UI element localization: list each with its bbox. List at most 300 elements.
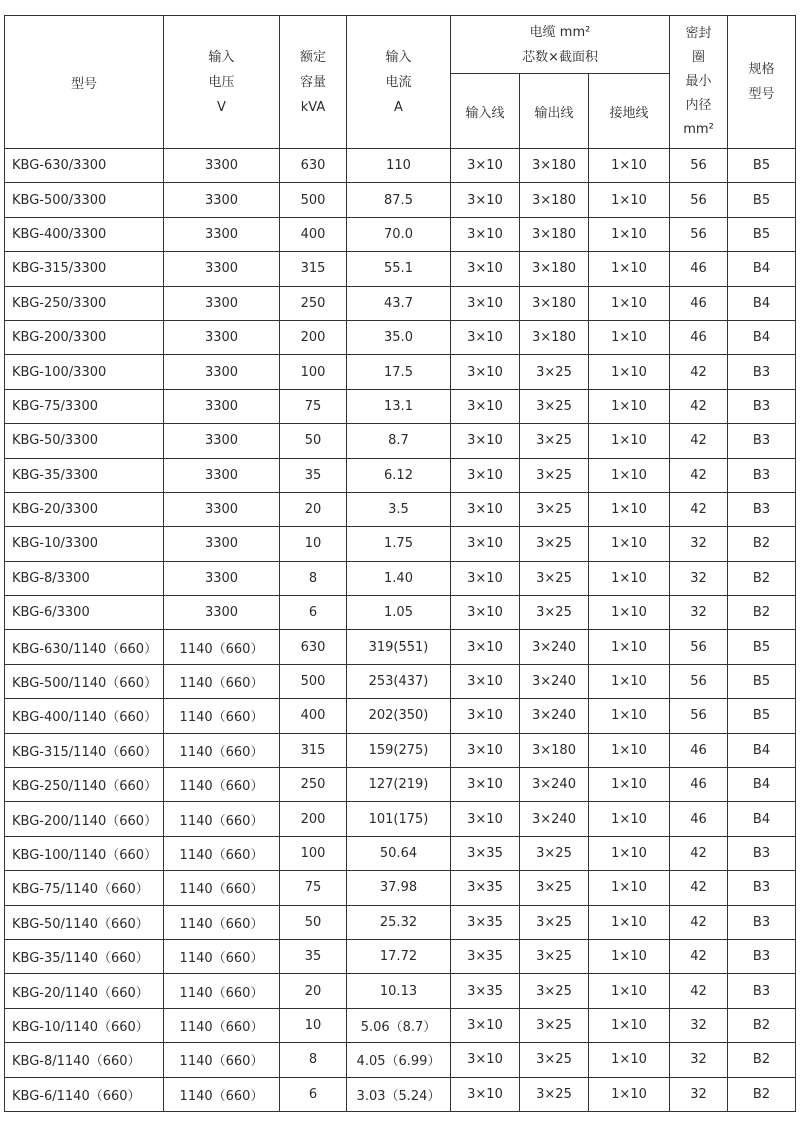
header-seal: [670, 16, 728, 149]
cell-current: 25.32: [347, 905, 451, 939]
cell-ground: 1×10: [589, 768, 670, 802]
cell-model: KBG-500/1140（660）: [5, 664, 164, 698]
cell-spec: B2: [728, 596, 796, 630]
cell-seal: 42: [670, 836, 728, 870]
cell-spec: B3: [728, 871, 796, 905]
cell-ground: 1×10: [589, 1077, 670, 1111]
cell-voltage: 1140（660）: [164, 733, 280, 767]
cell-cable-in: 3×10: [451, 733, 520, 767]
cell-current: 202(350): [347, 699, 451, 733]
cell-cable-out: 3×240: [520, 699, 589, 733]
cell-cable-out: 3×25: [520, 1008, 589, 1042]
cell-model: KBG-630/3300: [5, 149, 164, 183]
cell-current: 50.64: [347, 836, 451, 870]
cell-ground: 1×10: [589, 836, 670, 870]
table-row: [5, 217, 796, 251]
cell-ground: 1×10: [589, 871, 670, 905]
table-row: [5, 836, 796, 870]
table-row: [5, 630, 796, 664]
cell-capacity: 400: [280, 217, 347, 251]
cell-current: 3.5: [347, 492, 451, 526]
cell-model: KBG-35/3300: [5, 458, 164, 492]
cell-cable-in: 3×10: [451, 664, 520, 698]
cell-cable-out: 3×240: [520, 630, 589, 664]
header-current-unit: A: [394, 99, 403, 115]
cell-voltage: 1140（660）: [164, 939, 280, 973]
cell-current: 127(219): [347, 768, 451, 802]
table-row: [5, 733, 796, 767]
cell-current: 55.1: [347, 252, 451, 286]
header-voltage: [164, 16, 280, 149]
table-row: [5, 905, 796, 939]
cell-seal: 56: [670, 183, 728, 217]
cell-current: 253(437): [347, 664, 451, 698]
table-row: [5, 355, 796, 389]
cell-cable-in: 3×35: [451, 905, 520, 939]
cell-cable-out: 3×180: [520, 286, 589, 320]
cell-model: KBG-35/1140（660）: [5, 939, 164, 973]
cell-current: 35.0: [347, 320, 451, 354]
cell-capacity: 8: [280, 1043, 347, 1077]
cell-capacity: 35: [280, 458, 347, 492]
cell-current: 4.05（6.99）: [347, 1043, 451, 1077]
cell-current: 110: [347, 149, 451, 183]
cell-cable-out: 3×25: [520, 492, 589, 526]
cell-cable-in: 3×10: [451, 492, 520, 526]
cell-model: KBG-20/1140（660）: [5, 974, 164, 1008]
cell-voltage: 3300: [164, 149, 280, 183]
cell-current: 37.98: [347, 871, 451, 905]
cell-ground: 1×10: [589, 320, 670, 354]
cell-seal: 32: [670, 561, 728, 595]
table-row: [5, 286, 796, 320]
table-row: [5, 974, 796, 1008]
cell-spec: B2: [728, 1043, 796, 1077]
cell-current: 3.03（5.24）: [347, 1077, 451, 1111]
cell-cable-out: 3×180: [520, 217, 589, 251]
table-row: [5, 492, 796, 526]
cell-current: 6.12: [347, 458, 451, 492]
table-row: [5, 1008, 796, 1042]
cell-current: 10.13: [347, 974, 451, 1008]
cell-seal: 42: [670, 492, 728, 526]
cell-cable-out: 3×25: [520, 527, 589, 561]
cell-capacity: 8: [280, 561, 347, 595]
header-spec: [728, 16, 796, 149]
cell-seal: 56: [670, 699, 728, 733]
cell-capacity: 50: [280, 424, 347, 458]
cell-cable-out: 3×25: [520, 1043, 589, 1077]
table-row: [5, 252, 796, 286]
cell-cable-in: 3×10: [451, 149, 520, 183]
cell-cable-out: 3×25: [520, 974, 589, 1008]
cell-capacity: 315: [280, 252, 347, 286]
table-row: [5, 149, 796, 183]
table-row: [5, 699, 796, 733]
cell-cable-out: 3×25: [520, 871, 589, 905]
cell-model: KBG-250/1140（660）: [5, 768, 164, 802]
cell-model: KBG-400/3300: [5, 217, 164, 251]
cell-cable-in: 3×10: [451, 183, 520, 217]
header-current-line: 输入: [385, 49, 412, 65]
cell-seal: 42: [670, 871, 728, 905]
cell-cable-in: 3×10: [451, 252, 520, 286]
header-cable-line: 芯数×截面积: [522, 49, 598, 65]
table-header: [5, 16, 796, 149]
cell-voltage: 3300: [164, 320, 280, 354]
cell-model: KBG-6/3300: [5, 596, 164, 630]
cell-spec: B5: [728, 699, 796, 733]
cell-cable-in: 3×10: [451, 424, 520, 458]
cell-ground: 1×10: [589, 630, 670, 664]
header-seal-line: 密封: [685, 26, 712, 41]
table-row: [5, 527, 796, 561]
cell-ground: 1×10: [589, 561, 670, 595]
header-cable-ground: 接地线: [589, 74, 670, 149]
cell-spec: B3: [728, 905, 796, 939]
cell-voltage: 1140（660）: [164, 974, 280, 1008]
cell-model: KBG-200/1140（660）: [5, 802, 164, 836]
cell-seal: 42: [670, 424, 728, 458]
cell-voltage: 3300: [164, 183, 280, 217]
cell-spec: B3: [728, 389, 796, 423]
cell-model: KBG-75/1140（660）: [5, 871, 164, 905]
table-row: [5, 183, 796, 217]
cell-model: KBG-315/1140（660）: [5, 733, 164, 767]
cell-spec: B5: [728, 217, 796, 251]
cell-cable-in: 3×35: [451, 836, 520, 870]
cell-spec: B2: [728, 527, 796, 561]
cell-cable-out: 3×240: [520, 664, 589, 698]
cell-seal: 56: [670, 217, 728, 251]
cell-cable-out: 3×25: [520, 458, 589, 492]
cell-spec: B3: [728, 424, 796, 458]
spec-table: [4, 15, 796, 1112]
cell-model: KBG-50/3300: [5, 424, 164, 458]
cell-capacity: 20: [280, 492, 347, 526]
cell-cable-out: 3×25: [520, 1077, 589, 1111]
cell-voltage: 3300: [164, 492, 280, 526]
cell-seal: 42: [670, 939, 728, 973]
header-seal-line: 最小: [685, 74, 712, 89]
header-capacity-line: 额定: [299, 49, 326, 65]
cell-ground: 1×10: [589, 1043, 670, 1077]
cell-ground: 1×10: [589, 355, 670, 389]
table-row: [5, 664, 796, 698]
cell-spec: B2: [728, 1008, 796, 1042]
cell-capacity: 315: [280, 733, 347, 767]
cell-voltage: 3300: [164, 561, 280, 595]
cell-model: KBG-400/1140（660）: [5, 699, 164, 733]
cell-cable-out: 3×240: [520, 802, 589, 836]
cell-model: KBG-75/3300: [5, 389, 164, 423]
cell-cable-out: 3×25: [520, 561, 589, 595]
cell-voltage: 3300: [164, 252, 280, 286]
header-cable-line: 电缆 mm²: [529, 24, 591, 40]
cell-model: KBG-200/3300: [5, 320, 164, 354]
header-voltage-line: 输入: [208, 49, 235, 65]
cell-seal: 32: [670, 596, 728, 630]
cell-seal: 32: [670, 1077, 728, 1111]
cell-model: KBG-8/3300: [5, 561, 164, 595]
table-row: [5, 389, 796, 423]
cell-spec: B4: [728, 286, 796, 320]
cell-current: 87.5: [347, 183, 451, 217]
cell-spec: B4: [728, 733, 796, 767]
cell-cable-in: 3×10: [451, 699, 520, 733]
cell-voltage: 3300: [164, 424, 280, 458]
cell-capacity: 200: [280, 802, 347, 836]
cell-voltage: 1140（660）: [164, 1043, 280, 1077]
cell-spec: B3: [728, 492, 796, 526]
table-row: [5, 561, 796, 595]
cell-model: KBG-10/1140（660）: [5, 1008, 164, 1042]
cell-capacity: 10: [280, 1008, 347, 1042]
cell-capacity: 20: [280, 974, 347, 1008]
cell-cable-in: 3×10: [451, 217, 520, 251]
cell-spec: B5: [728, 630, 796, 664]
cell-current: 5.06（8.7）: [347, 1008, 451, 1042]
cell-cable-in: 3×10: [451, 561, 520, 595]
cell-model: KBG-6/1140（660）: [5, 1077, 164, 1111]
cell-seal: 42: [670, 974, 728, 1008]
cell-seal: 32: [670, 527, 728, 561]
cell-spec: B5: [728, 183, 796, 217]
cell-cable-in: 3×10: [451, 630, 520, 664]
header-seal-line: 圈: [692, 50, 706, 65]
cell-spec: B3: [728, 836, 796, 870]
cell-voltage: 3300: [164, 286, 280, 320]
cell-model: KBG-10/3300: [5, 527, 164, 561]
header-current-line: 电流: [385, 74, 412, 90]
cell-cable-out: 3×25: [520, 424, 589, 458]
table-row: [5, 871, 796, 905]
cell-current: 1.75: [347, 527, 451, 561]
cell-cable-in: 3×10: [451, 1008, 520, 1042]
cell-current: 101(175): [347, 802, 451, 836]
cell-cable-out: 3×25: [520, 355, 589, 389]
cell-ground: 1×10: [589, 802, 670, 836]
cell-cable-in: 3×10: [451, 1077, 520, 1111]
cell-seal: 56: [670, 630, 728, 664]
cell-spec: B3: [728, 458, 796, 492]
cell-current: 70.0: [347, 217, 451, 251]
cell-ground: 1×10: [589, 286, 670, 320]
cell-voltage: 1140（660）: [164, 1077, 280, 1111]
cell-cable-out: 3×25: [520, 939, 589, 973]
cell-cable-out: 3×180: [520, 733, 589, 767]
cell-cable-out: 3×180: [520, 320, 589, 354]
cell-seal: 42: [670, 389, 728, 423]
cell-ground: 1×10: [589, 664, 670, 698]
cell-seal: 46: [670, 320, 728, 354]
cell-cable-in: 3×10: [451, 768, 520, 802]
cell-capacity: 250: [280, 286, 347, 320]
cell-cable-in: 3×10: [451, 389, 520, 423]
cell-cable-out: 3×240: [520, 768, 589, 802]
cell-spec: B4: [728, 768, 796, 802]
cell-voltage: 3300: [164, 389, 280, 423]
cell-cable-out: 3×180: [520, 252, 589, 286]
cell-ground: 1×10: [589, 527, 670, 561]
cell-voltage: 3300: [164, 355, 280, 389]
header-capacity-line: 容量: [299, 74, 326, 90]
header-model: [5, 16, 164, 149]
cell-cable-out: 3×25: [520, 836, 589, 870]
table-row: [5, 939, 796, 973]
cell-seal: 56: [670, 149, 728, 183]
header-capacity: [280, 16, 347, 149]
cell-capacity: 10: [280, 527, 347, 561]
cell-cable-out: 3×180: [520, 183, 589, 217]
cell-cable-in: 3×10: [451, 355, 520, 389]
header-seal-line: 内径: [685, 98, 712, 113]
cell-capacity: 35: [280, 939, 347, 973]
cell-ground: 1×10: [589, 252, 670, 286]
cell-model: KBG-100/3300: [5, 355, 164, 389]
header-spec-line: 规格: [748, 62, 775, 77]
cell-voltage: 1140（660）: [164, 768, 280, 802]
cell-seal: 42: [670, 355, 728, 389]
cell-capacity: 500: [280, 664, 347, 698]
cell-voltage: 1140（660）: [164, 699, 280, 733]
table-row: [5, 1043, 796, 1077]
cell-capacity: 100: [280, 836, 347, 870]
cell-voltage: 3300: [164, 527, 280, 561]
cell-model: KBG-630/1140（660）: [5, 630, 164, 664]
cell-model: KBG-20/3300: [5, 492, 164, 526]
cell-ground: 1×10: [589, 939, 670, 973]
cell-cable-in: 3×35: [451, 974, 520, 1008]
table-row: [5, 768, 796, 802]
cell-model: KBG-100/1140（660）: [5, 836, 164, 870]
table-row: [5, 802, 796, 836]
table-row: [5, 596, 796, 630]
cell-ground: 1×10: [589, 149, 670, 183]
cell-seal: 46: [670, 252, 728, 286]
cell-seal: 46: [670, 286, 728, 320]
cell-model: KBG-500/3300: [5, 183, 164, 217]
cell-voltage: 3300: [164, 458, 280, 492]
header-current: [347, 16, 451, 149]
cell-ground: 1×10: [589, 458, 670, 492]
cell-capacity: 100: [280, 355, 347, 389]
cell-voltage: 1140（660）: [164, 1008, 280, 1042]
header-capacity-unit: kVA: [300, 99, 326, 115]
cell-voltage: 3300: [164, 596, 280, 630]
cell-seal: 46: [670, 733, 728, 767]
cell-cable-out: 3×25: [520, 389, 589, 423]
cell-seal: 42: [670, 458, 728, 492]
cell-capacity: 500: [280, 183, 347, 217]
cell-current: 159(275): [347, 733, 451, 767]
cell-voltage: 1140（660）: [164, 836, 280, 870]
cell-spec: B5: [728, 664, 796, 698]
table-row: [5, 424, 796, 458]
cell-capacity: 75: [280, 389, 347, 423]
cell-capacity: 200: [280, 320, 347, 354]
cell-ground: 1×10: [589, 389, 670, 423]
header-voltage-line: 电压: [208, 74, 235, 90]
cell-current: 1.40: [347, 561, 451, 595]
cell-seal: 56: [670, 664, 728, 698]
cell-spec: B2: [728, 1077, 796, 1111]
cell-capacity: 6: [280, 1077, 347, 1111]
cell-ground: 1×10: [589, 974, 670, 1008]
cell-capacity: 250: [280, 768, 347, 802]
cell-cable-out: 3×25: [520, 596, 589, 630]
cell-spec: B2: [728, 561, 796, 595]
header-cable-in: 输入线: [451, 74, 520, 149]
cell-cable-in: 3×10: [451, 596, 520, 630]
cell-spec: B3: [728, 355, 796, 389]
cell-cable-out: 3×180: [520, 149, 589, 183]
cell-spec: B4: [728, 320, 796, 354]
cell-voltage: 1140（660）: [164, 905, 280, 939]
header-model-label: 型号: [70, 76, 97, 92]
cell-voltage: 1140（660）: [164, 664, 280, 698]
cell-capacity: 50: [280, 905, 347, 939]
cell-current: 319(551): [347, 630, 451, 664]
cell-cable-in: 3×10: [451, 320, 520, 354]
cell-voltage: 3300: [164, 217, 280, 251]
cell-capacity: 630: [280, 630, 347, 664]
header-cable: [451, 16, 670, 74]
cell-ground: 1×10: [589, 492, 670, 526]
cell-seal: 46: [670, 802, 728, 836]
cell-spec: B4: [728, 802, 796, 836]
cell-current: 43.7: [347, 286, 451, 320]
cell-model: KBG-50/1140（660）: [5, 905, 164, 939]
cell-ground: 1×10: [589, 733, 670, 767]
cell-cable-in: 3×10: [451, 1043, 520, 1077]
cell-seal: 32: [670, 1043, 728, 1077]
cell-seal: 46: [670, 768, 728, 802]
header-seal-unit: mm²: [683, 122, 714, 137]
cell-spec: B3: [728, 939, 796, 973]
cell-cable-in: 3×10: [451, 458, 520, 492]
cell-cable-out: 3×25: [520, 905, 589, 939]
cell-voltage: 1140（660）: [164, 871, 280, 905]
cell-ground: 1×10: [589, 183, 670, 217]
cell-ground: 1×10: [589, 217, 670, 251]
cell-cable-in: 3×35: [451, 939, 520, 973]
cell-cable-in: 3×10: [451, 802, 520, 836]
cell-current: 13.1: [347, 389, 451, 423]
cell-cable-in: 3×10: [451, 286, 520, 320]
header-voltage-unit: V: [217, 99, 226, 115]
table-row: [5, 458, 796, 492]
table-body: [5, 149, 796, 1112]
cell-seal: 32: [670, 1008, 728, 1042]
cell-spec: B3: [728, 974, 796, 1008]
cell-current: 1.05: [347, 596, 451, 630]
cell-ground: 1×10: [589, 1008, 670, 1042]
cell-spec: B5: [728, 149, 796, 183]
cell-model: KBG-315/3300: [5, 252, 164, 286]
cell-model: KBG-250/3300: [5, 286, 164, 320]
table-row: [5, 320, 796, 354]
cell-capacity: 400: [280, 699, 347, 733]
cell-seal: 42: [670, 905, 728, 939]
cell-ground: 1×10: [589, 424, 670, 458]
cell-voltage: 1140（660）: [164, 630, 280, 664]
header-cable-out: 输出线: [520, 74, 589, 149]
cell-voltage: 1140（660）: [164, 802, 280, 836]
cell-ground: 1×10: [589, 905, 670, 939]
cell-spec: B4: [728, 252, 796, 286]
cell-capacity: 630: [280, 149, 347, 183]
